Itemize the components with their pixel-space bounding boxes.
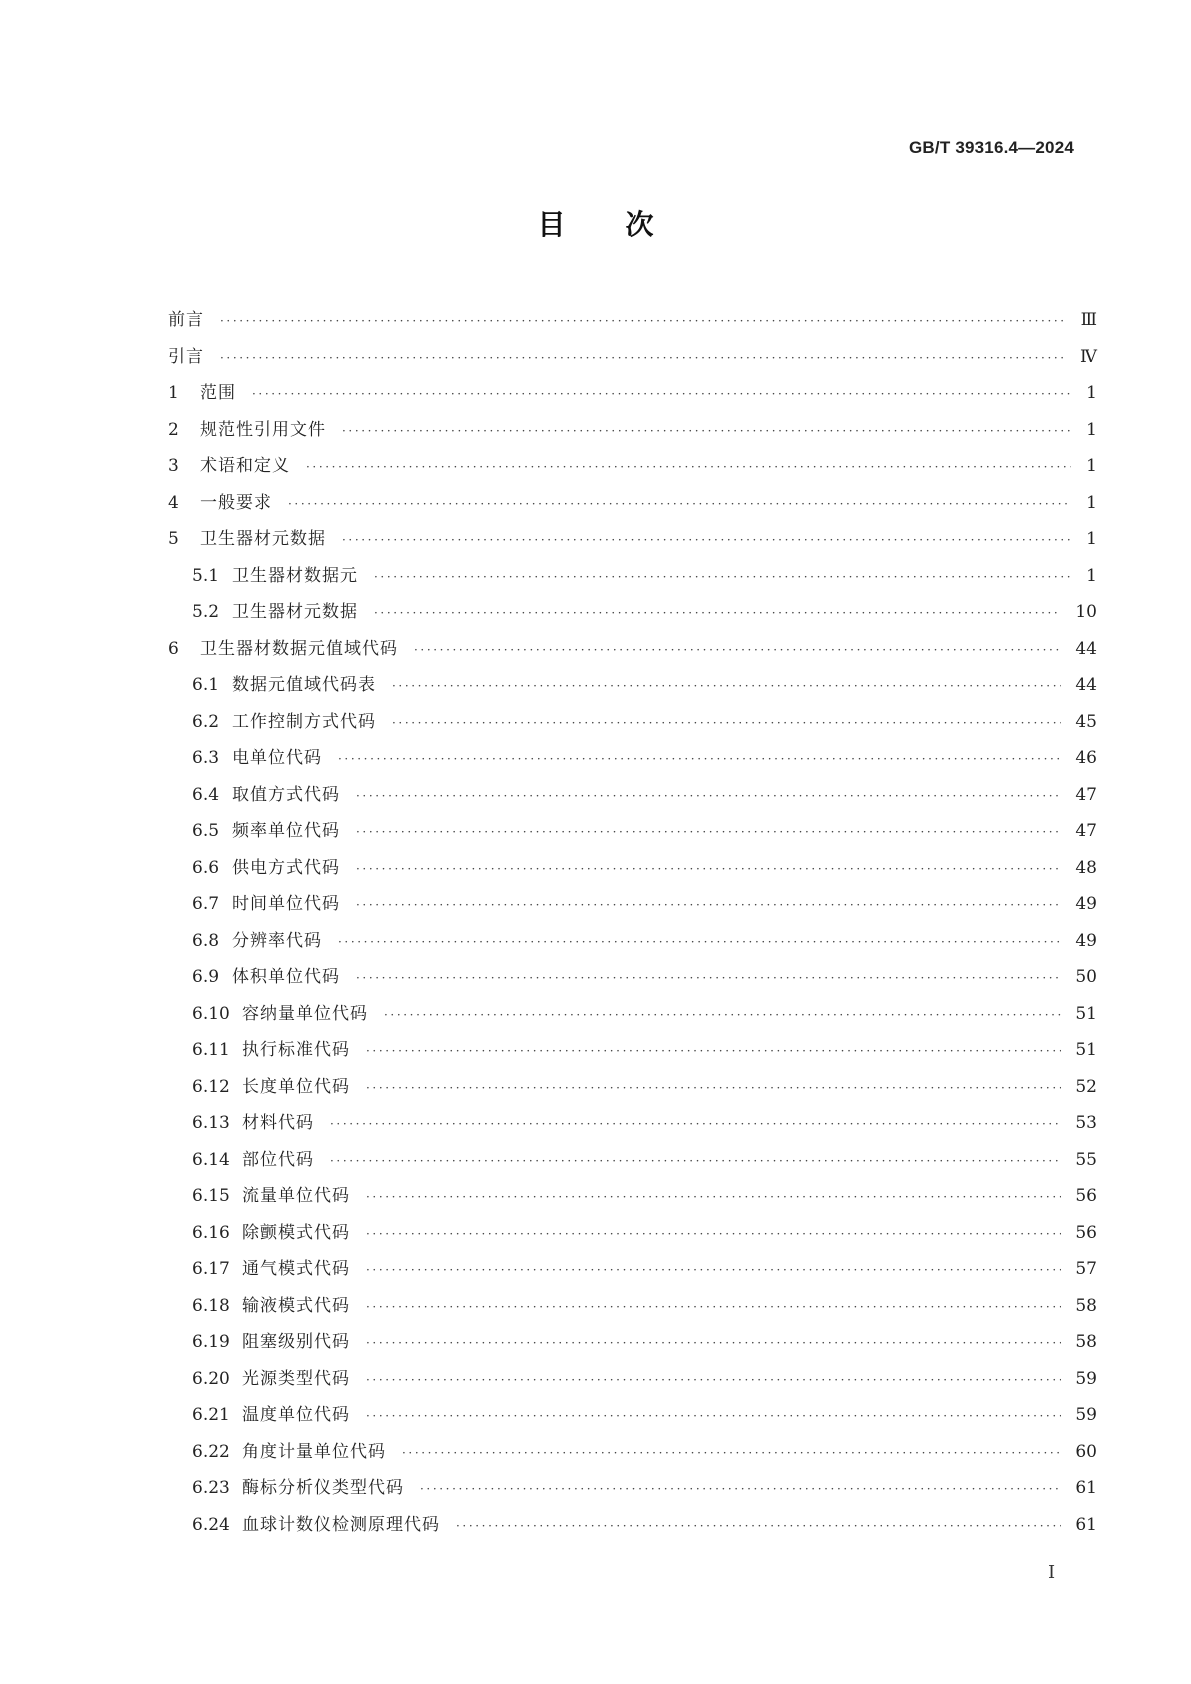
toc-entry-title: 工作控制方式代码: [232, 711, 376, 732]
dot-leader: [220, 340, 1066, 377]
toc-entry-page: 49: [1075, 930, 1097, 951]
toc-entry-title: 卫生器材元数据: [232, 602, 358, 622]
toc-entry-page: 61: [1075, 1514, 1097, 1535]
toc-entry-number: 6.5: [192, 821, 220, 841]
toc-entry-page: 47: [1075, 821, 1097, 841]
dot-leader: [356, 851, 1061, 888]
toc-entry[interactable]: [168, 1105, 1097, 1142]
toc-entry-page: 1: [1086, 529, 1097, 549]
toc-entry-page: 55: [1075, 1149, 1097, 1170]
toc-entry-page: 44: [1075, 675, 1097, 695]
toc-entry-title: 部位代码: [242, 1149, 314, 1170]
toc-entry[interactable]: [168, 1032, 1097, 1069]
dot-leader: [366, 1070, 1061, 1107]
toc-title: 目次: [537, 208, 714, 241]
toc-entry-number: 6.8: [192, 930, 220, 951]
toc-entry-title: 执行标准代码: [242, 1040, 350, 1060]
toc-entry[interactable]: [168, 558, 1097, 595]
toc-entry-number: 6.20: [192, 1368, 230, 1389]
dot-leader: [402, 1435, 1061, 1472]
dot-leader: [392, 668, 1061, 705]
toc-entry[interactable]: [168, 1397, 1097, 1434]
toc-entry-title: 时间单位代码: [232, 894, 340, 914]
dot-leader: [356, 814, 1061, 851]
toc-entry-page: 61: [1075, 1478, 1097, 1498]
toc-entry-number: 6.15: [192, 1186, 230, 1206]
toc-entry-title: 范围: [200, 383, 236, 403]
toc-entry-page: 45: [1075, 711, 1097, 732]
dot-leader: [342, 413, 1071, 450]
toc-entry-title: 引言: [168, 346, 204, 367]
toc-entry-page: 1: [1086, 419, 1097, 440]
toc-entry-title: 取值方式代码: [232, 784, 340, 805]
toc-entry-title: 体积单位代码: [232, 967, 340, 987]
toc-entry-title: 温度单位代码: [242, 1405, 350, 1425]
toc-entry-number: 5.1: [192, 565, 220, 586]
toc-entry-title: 除颤模式代码: [242, 1222, 350, 1243]
toc-entry[interactable]: [168, 1251, 1097, 1288]
toc-entry[interactable]: [168, 448, 1097, 485]
toc-entry-page: 49: [1075, 894, 1097, 914]
toc-entry[interactable]: [168, 1178, 1097, 1215]
toc-entry[interactable]: [168, 1069, 1097, 1106]
toc-entry-page: 47: [1075, 784, 1097, 805]
toc-entry-number: 6.4: [192, 784, 220, 805]
toc-entry-title: 前言: [168, 310, 204, 330]
toc-entry-number: 6.24: [192, 1514, 230, 1535]
toc-entry-page: 48: [1075, 857, 1097, 878]
toc-entry[interactable]: [168, 1215, 1097, 1252]
toc-entry-number: 6.3: [192, 748, 220, 768]
toc-entry[interactable]: [168, 521, 1097, 558]
toc-entry-page: 46: [1075, 748, 1097, 768]
toc-entry-number: 6.17: [192, 1259, 230, 1279]
toc-entry-number: 4: [168, 492, 179, 513]
toc-entry[interactable]: [168, 1288, 1097, 1325]
dot-leader: [392, 705, 1061, 742]
toc-entry-number: 6.19: [192, 1332, 230, 1352]
toc-entry[interactable]: [168, 412, 1097, 449]
toc-entry-number: 6.7: [192, 894, 220, 914]
toc-entry-number: 6.22: [192, 1441, 230, 1462]
dot-leader: [366, 1179, 1061, 1216]
toc-entry-page: 50: [1075, 967, 1097, 987]
toc-entry-title: 流量单位代码: [242, 1186, 350, 1206]
toc-entry-page: 10: [1075, 602, 1097, 622]
dot-leader: [330, 1106, 1061, 1143]
toc-entry-number: 6.12: [192, 1076, 230, 1097]
toc-entry[interactable]: [168, 959, 1097, 996]
toc-entry-number: 6.2: [192, 711, 220, 732]
dot-leader: [374, 595, 1061, 632]
toc-entry-page: 59: [1075, 1368, 1097, 1389]
toc-entry[interactable]: [168, 667, 1097, 704]
toc-entry[interactable]: [168, 1470, 1097, 1507]
dot-leader: [288, 486, 1071, 523]
dot-leader: [456, 1508, 1061, 1545]
toc-entry[interactable]: [168, 485, 1097, 522]
toc-entry-title: 分辨率代码: [232, 930, 322, 951]
toc-entry-title: 卫生器材数据元值域代码: [200, 638, 398, 659]
toc-entry-number: 1: [168, 383, 179, 403]
toc-entry-title: 数据元值域代码表: [232, 675, 376, 695]
toc-entry-title: 一般要求: [200, 492, 272, 513]
toc-entry-title: 光源类型代码: [242, 1368, 350, 1389]
toc-entry[interactable]: [168, 996, 1097, 1033]
toc-entry-page: Ⅳ: [1080, 346, 1097, 367]
toc-entry[interactable]: [168, 1361, 1097, 1398]
toc-entry-number: 6.21: [192, 1405, 230, 1425]
dot-leader: [366, 1398, 1061, 1435]
toc-entry-number: 6.18: [192, 1295, 230, 1316]
toc-entry-page: 52: [1075, 1076, 1097, 1097]
toc-entry-number: 6.14: [192, 1149, 230, 1170]
dot-leader: [374, 559, 1071, 596]
toc-entry[interactable]: [168, 850, 1097, 887]
toc-entry-number: 6.6: [192, 857, 220, 878]
toc-entry[interactable]: [168, 1142, 1097, 1179]
toc-entry-title: 供电方式代码: [232, 857, 340, 878]
dot-leader: [356, 960, 1061, 997]
toc-entry-number: 6.11: [192, 1040, 230, 1060]
dot-leader: [366, 1216, 1061, 1253]
toc-entry-number: 2: [168, 419, 179, 440]
toc-entry[interactable]: [168, 339, 1097, 376]
toc-entry-number: 6.1: [192, 675, 220, 695]
dot-leader: [384, 997, 1061, 1034]
toc-entry-title: 频率单位代码: [232, 821, 340, 841]
toc-entry-title: 酶标分析仪类型代码: [242, 1478, 404, 1498]
toc-entry-number: 6.16: [192, 1222, 230, 1243]
toc-entry-page: 1: [1086, 492, 1097, 513]
dot-leader: [338, 741, 1061, 778]
toc-entry-number: 3: [168, 456, 179, 476]
toc-entry[interactable]: [168, 886, 1097, 923]
toc-entry-page: 57: [1075, 1259, 1097, 1279]
toc-entry[interactable]: [168, 704, 1097, 741]
toc-entry[interactable]: [168, 740, 1097, 777]
toc-entry-title: 容纳量单位代码: [242, 1003, 368, 1024]
toc-entry-title: 角度计量单位代码: [242, 1441, 386, 1462]
toc-entry[interactable]: [168, 777, 1097, 814]
toc-entry-title: 血球计数仪检测原理代码: [242, 1514, 440, 1535]
dot-leader: [220, 303, 1067, 340]
dot-leader: [414, 632, 1061, 669]
toc-entry-title: 规范性引用文件: [200, 419, 326, 440]
toc-entry[interactable]: [168, 594, 1097, 631]
toc-entry-title: 输液模式代码: [242, 1295, 350, 1316]
toc-entry-number: 5.2: [192, 602, 220, 622]
toc-entry-page: 1: [1086, 565, 1097, 586]
toc-entry-number: 6.13: [192, 1113, 230, 1133]
toc-entry[interactable]: [168, 375, 1097, 412]
dot-leader: [366, 1325, 1061, 1362]
toc-entry-page: 44: [1075, 638, 1097, 659]
toc-entry-number: 6.9: [192, 967, 220, 987]
dot-leader: [356, 778, 1061, 815]
toc-entry-title: 电单位代码: [232, 748, 322, 768]
toc-entry[interactable]: [168, 302, 1097, 339]
toc-entry[interactable]: [168, 813, 1097, 850]
toc-entry[interactable]: [168, 1434, 1097, 1471]
dot-leader: [366, 1289, 1061, 1326]
dot-leader: [356, 887, 1061, 924]
toc-entry-number: 6.10: [192, 1003, 230, 1024]
dot-leader: [366, 1252, 1061, 1289]
toc-entry-title: 材料代码: [242, 1113, 314, 1133]
toc-entry-number: 6: [168, 638, 179, 659]
dot-leader: [330, 1143, 1061, 1180]
toc-entry-page: 1: [1086, 383, 1097, 403]
standard-code: GB/T 39316.4—2024: [909, 138, 1074, 157]
dot-leader: [306, 449, 1071, 486]
page-number: I: [1048, 1562, 1056, 1583]
toc-entry[interactable]: [168, 923, 1097, 960]
toc-entry-title: 卫生器材元数据: [200, 529, 326, 549]
toc-entry-title: 长度单位代码: [242, 1076, 350, 1097]
dot-leader: [366, 1033, 1061, 1070]
table-of-contents: [168, 302, 1097, 1543]
toc-entry-page: 58: [1075, 1332, 1097, 1352]
toc-entry-page: 60: [1075, 1441, 1097, 1462]
toc-entry-number: 6.23: [192, 1478, 230, 1498]
toc-entry-page: 53: [1075, 1113, 1097, 1133]
dot-leader: [338, 924, 1061, 961]
dot-leader: [366, 1362, 1061, 1399]
toc-entry[interactable]: [168, 631, 1097, 668]
toc-entry-page: 59: [1075, 1405, 1097, 1425]
toc-entry[interactable]: [168, 1507, 1097, 1544]
toc-entry-title: 通气模式代码: [242, 1259, 350, 1279]
toc-entry-page: 56: [1075, 1222, 1097, 1243]
toc-entry-title: 卫生器材数据元: [232, 565, 358, 586]
toc-entry-page: 51: [1075, 1040, 1097, 1060]
toc-entry-page: 56: [1075, 1186, 1097, 1206]
toc-entry-title: 阻塞级别代码: [242, 1332, 350, 1352]
toc-entry-page: 58: [1075, 1295, 1097, 1316]
toc-entry-title: 术语和定义: [200, 456, 290, 476]
toc-entry-page: 51: [1075, 1003, 1097, 1024]
dot-leader: [252, 376, 1071, 413]
toc-entry-page: 1: [1086, 456, 1097, 476]
dot-leader: [420, 1471, 1061, 1508]
toc-entry[interactable]: [168, 1324, 1097, 1361]
dot-leader: [342, 522, 1071, 559]
toc-entry-page: Ⅲ: [1080, 310, 1097, 330]
toc-entry-number: 5: [168, 529, 179, 549]
